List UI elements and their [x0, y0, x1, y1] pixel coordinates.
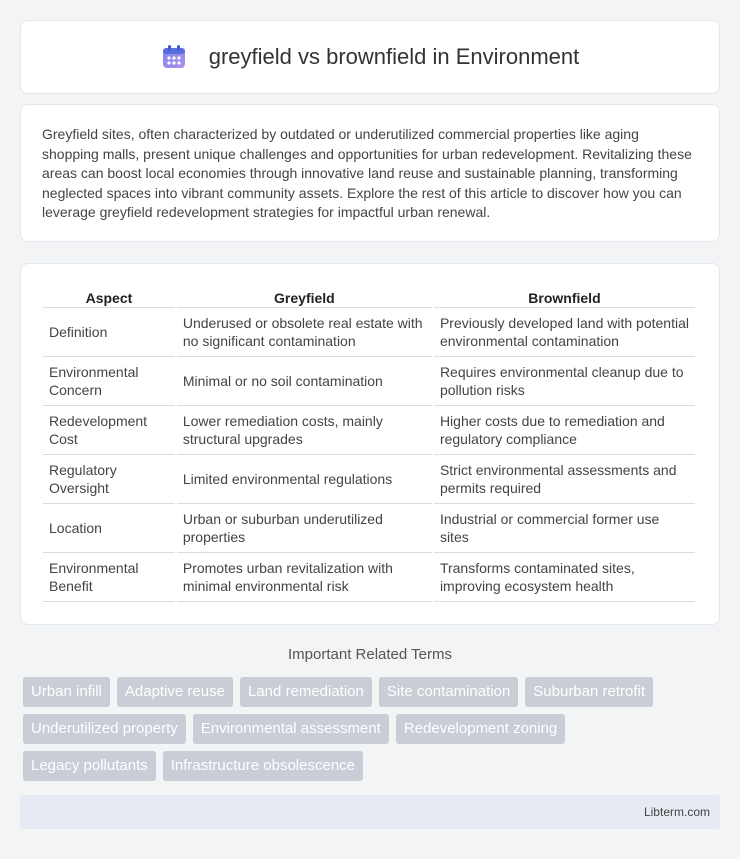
- table-header-row: [43, 284, 695, 308]
- brownfield-cell: Industrial or commercial former use sites: [434, 504, 695, 553]
- table-row: [43, 406, 695, 455]
- table-row: [43, 504, 695, 553]
- table-row: [43, 553, 695, 602]
- brownfield-cell: Transforms contaminated sites, improving ecosystem health: [434, 553, 695, 602]
- table-row: [43, 455, 695, 504]
- aspect-cell: Location: [43, 504, 175, 553]
- column-header-greyfield: Greyfield: [177, 284, 432, 308]
- brownfield-cell: Requires environmental cleanup due to pollution risks: [434, 357, 695, 406]
- related-terms-list: [23, 677, 703, 788]
- page-title: greyfield vs brownfield in Environment: [208, 44, 580, 69]
- aspect-cell: Definition: [43, 308, 175, 357]
- footer-site-link[interactable]: Libterm.com: [643, 805, 710, 819]
- greyfield-cell: Promotes urban revitalization with minimal environmental risk: [177, 553, 432, 602]
- aspect-cell: Regulatory Oversight: [43, 455, 175, 504]
- greyfield-cell: Minimal or no soil contamination: [177, 357, 432, 406]
- intro-card: [20, 104, 720, 242]
- header-card: [20, 20, 720, 94]
- brownfield-cell: Higher costs due to remediation and regulatory compliance: [434, 406, 695, 455]
- aspect-cell: Environmental Concern: [43, 357, 175, 406]
- comparison-table: [41, 284, 697, 602]
- related-term-tag[interactable]: Suburban retrofit: [525, 677, 653, 707]
- related-term-tag[interactable]: Environmental assessment: [193, 714, 389, 744]
- greyfield-cell: Limited environmental regulations: [177, 455, 432, 504]
- intro-text: Greyfield sites, often characterized by outdated or underutilized commercial properties like aging shopping malls, present unique challenges and opportunities for urban redevelopment. Revitalizing these areas can boost local economies through innovative land reuse and sustainable planning, transforming neglected spaces into vibrant community assets. Explore the rest of this article to discover how you can leverage greyfield redevelopment strategies for impactful urban renewal.: [42, 126, 692, 221]
- related-term-tag[interactable]: Infrastructure obsolescence: [163, 751, 363, 781]
- related-terms-title: Important Related Terms: [288, 646, 452, 663]
- greyfield-cell: Urban or suburban underutilized properties: [177, 504, 432, 553]
- aspect-cell: Environmental Benefit: [43, 553, 175, 602]
- related-term-tag[interactable]: Site contamination: [379, 677, 518, 707]
- aspect-cell: Redevelopment Cost: [43, 406, 175, 455]
- table-row: [43, 357, 695, 406]
- greyfield-cell: Underused or obsolete real estate with no significant contamination: [177, 308, 432, 357]
- calendar-icon: [161, 44, 187, 70]
- column-header-aspect: Aspect: [43, 284, 175, 308]
- related-term-tag[interactable]: Urban infill: [23, 677, 110, 707]
- comparison-card: [20, 263, 720, 625]
- greyfield-cell: Lower remediation costs, mainly structural upgrades: [177, 406, 432, 455]
- brownfield-cell: Strict environmental assessments and permits required: [434, 455, 695, 504]
- related-term-tag[interactable]: Redevelopment zoning: [396, 714, 565, 744]
- related-term-tag[interactable]: Adaptive reuse: [117, 677, 233, 707]
- brownfield-cell: Previously developed land with potential environmental contamination: [434, 308, 695, 357]
- related-term-tag[interactable]: Underutilized property: [23, 714, 186, 744]
- table-row: [43, 308, 695, 357]
- related-term-tag[interactable]: Land remediation: [240, 677, 372, 707]
- footer: [20, 795, 720, 829]
- column-header-brownfield: Brownfield: [434, 284, 695, 308]
- related-term-tag[interactable]: Legacy pollutants: [23, 751, 156, 781]
